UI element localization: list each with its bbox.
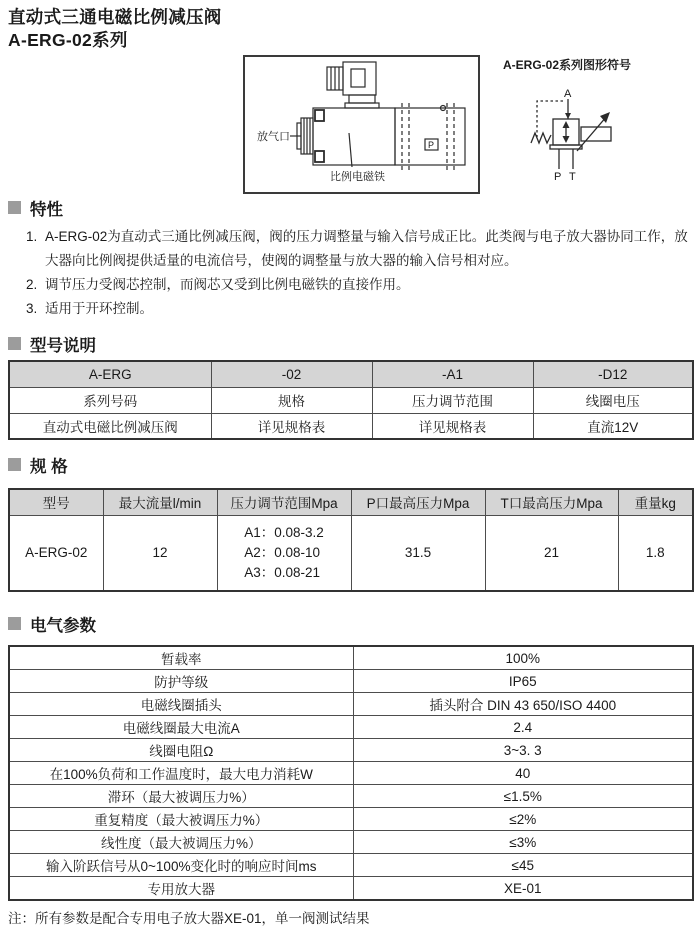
param-label: 线性度（最大被调压力%） <box>9 831 353 854</box>
features-list <box>8 225 692 321</box>
feature-text: A-ERG-02为直动式三通比例减压阀，阀的压力调整量与输入信号成正比。此类阀与电子放大器协同工作，放大器向比例阀提供适量的电流信号，使阀的调整量与放大器的输入信号相对应。 <box>45 229 688 268</box>
param-value: XE-01 <box>353 877 693 901</box>
param-label: 线圈电阻Ω <box>9 739 353 762</box>
table-row <box>9 515 693 591</box>
table-cell: 压力调节范围 <box>372 387 533 413</box>
feature-item <box>26 273 692 297</box>
table-cell: 规格 <box>211 387 372 413</box>
param-label: 暂载率 <box>9 646 353 670</box>
solenoid-body <box>313 108 395 165</box>
connector-box <box>343 62 376 95</box>
param-label: 输入阶跃信号从0~100%变化时的响应时间ms <box>9 854 353 877</box>
param-value: 2.4 <box>353 716 693 739</box>
p-port-label: P <box>427 140 435 150</box>
table-cell: 直流12V <box>533 413 693 439</box>
section-marker-icon <box>8 337 21 350</box>
table-cell: T口最高压力Mpa <box>485 489 618 515</box>
table-row <box>9 854 693 877</box>
hydraulic-symbol <box>525 87 640 182</box>
page-title-line1: 直动式三通电磁比例减压阀 <box>8 7 222 27</box>
param-value: 40 <box>353 762 693 785</box>
section-marker-icon <box>8 458 21 471</box>
param-label: 重复精度（最大被调压力%） <box>9 808 353 831</box>
param-label: 滞环（最大被调压力%） <box>9 785 353 808</box>
table-row <box>9 413 693 439</box>
param-label: 专用放大器 <box>9 877 353 901</box>
feature-number: 2. <box>26 277 38 292</box>
table-cell: A-ERG <box>9 361 211 387</box>
specs-heading <box>8 455 692 474</box>
features-heading <box>8 198 692 217</box>
table-cell: 系列号码 <box>9 387 211 413</box>
page-title <box>8 6 222 52</box>
feature-number: 3. <box>26 301 38 316</box>
table-cell: 直动式电磁比例减压阀 <box>9 413 211 439</box>
table-cell: 1.8 <box>618 515 693 591</box>
feature-item <box>26 225 692 273</box>
param-value: 3~3. 3 <box>353 739 693 762</box>
specifications-table <box>8 488 694 592</box>
model-designation-table <box>8 360 694 440</box>
symbol-port-a: A <box>564 88 572 100</box>
symbol-port-p: P <box>554 171 562 182</box>
table-row <box>9 693 693 716</box>
table-header-row <box>9 489 693 515</box>
section-marker-icon <box>8 201 21 214</box>
model-heading-label: 型号说明 <box>30 336 96 355</box>
table-cell: A-ERG-02 <box>9 515 103 591</box>
feature-number: 1. <box>26 229 38 244</box>
symbol-spring <box>531 133 551 143</box>
feature-item <box>26 297 692 321</box>
param-value: 插头附合 DIN 43 650/ISO 4400 <box>353 693 693 716</box>
param-value: ≤1.5% <box>353 785 693 808</box>
table-cell: 重量kg <box>618 489 693 515</box>
pressure-range: A3：0.08-21 <box>244 564 321 580</box>
electrical-parameters-table <box>8 645 694 901</box>
air-port-label: 放气口 <box>257 131 290 143</box>
table-row <box>9 785 693 808</box>
param-value: ≤3% <box>353 831 693 854</box>
table-cell: 31.5 <box>351 515 485 591</box>
table-cell: 型号 <box>9 489 103 515</box>
table-row <box>9 361 693 387</box>
table-cell: -A1 <box>372 361 533 387</box>
feature-text: 调节压力受阀芯控制，而阀芯又受到比例电磁铁的直接作用。 <box>45 277 410 292</box>
table-row <box>9 877 693 901</box>
valve-drawing <box>245 57 477 191</box>
symbol-block <box>503 56 699 182</box>
section-features <box>8 198 692 321</box>
param-value: IP65 <box>353 670 693 693</box>
electrical-heading-label: 电气参数 <box>30 616 96 635</box>
pressure-range-list <box>244 523 324 583</box>
proportional-solenoid-label: 比例电磁铁 <box>330 171 385 183</box>
table-row <box>9 808 693 831</box>
specs-heading-label: 规 格 <box>30 457 68 476</box>
table-row <box>9 716 693 739</box>
table-cell: 线圈电压 <box>533 387 693 413</box>
footnote: 注：所有参数是配合专用电子放大器XE-01，单一阀测试结果 <box>8 911 370 926</box>
symbol-port-t: T <box>569 171 576 182</box>
pressure-range: A2：0.08-10 <box>244 544 321 560</box>
section-specifications <box>8 455 692 592</box>
table-row <box>9 387 693 413</box>
table-cell: 12 <box>103 515 217 591</box>
page-title-line2: A-ERG-02系列 <box>8 30 128 50</box>
param-label: 在100%负荷和工作温度时，最大电力消耗W <box>9 762 353 785</box>
valve-drawing-box <box>243 55 480 194</box>
param-label: 防护等级 <box>9 670 353 693</box>
table-cell: 最大流量l/min <box>103 489 217 515</box>
section-electrical-parameters <box>8 614 692 901</box>
valve-body <box>395 108 465 165</box>
section-model-designation <box>8 334 692 440</box>
features-heading-label: 特性 <box>30 200 63 219</box>
table-cell: -02 <box>211 361 372 387</box>
param-label: 电磁线圈最大电流A <box>9 716 353 739</box>
table-cell: 详见规格表 <box>211 413 372 439</box>
table-row <box>9 739 693 762</box>
symbol-title: A-ERG-02系列图形符号 <box>503 58 632 72</box>
table-cell: 21 <box>485 515 618 591</box>
pressure-range: A1：0.08-3.2 <box>244 524 324 540</box>
table-row <box>9 831 693 854</box>
param-label: 电磁线圈插头 <box>9 693 353 716</box>
section-marker-icon <box>8 617 21 630</box>
table-row <box>9 762 693 785</box>
table-row <box>9 646 693 670</box>
electrical-heading <box>8 614 692 633</box>
table-row <box>9 670 693 693</box>
param-value: ≤45 <box>353 854 693 877</box>
param-value: 100% <box>353 646 693 670</box>
table-cell: 详见规格表 <box>372 413 533 439</box>
table-cell: P口最高压力Mpa <box>351 489 485 515</box>
model-heading <box>8 334 692 353</box>
table-cell: -D12 <box>533 361 693 387</box>
feature-text: 适用于开环控制。 <box>45 301 153 316</box>
param-value: ≤2% <box>353 808 693 831</box>
table-cell: 压力调节范围Mpa <box>217 489 351 515</box>
table-cell <box>217 515 351 591</box>
